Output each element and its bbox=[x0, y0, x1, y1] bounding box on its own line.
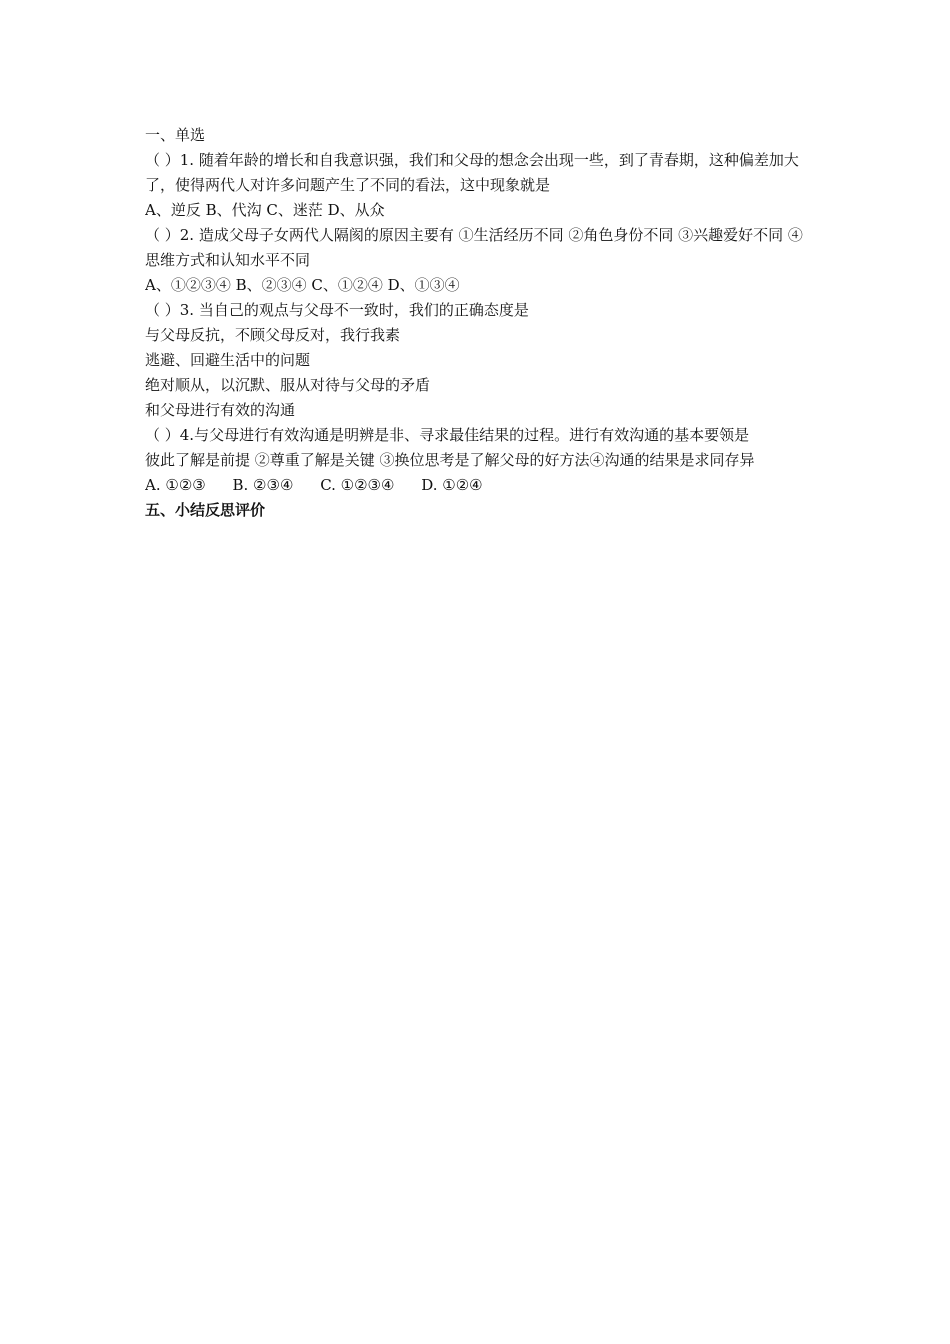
question-4-option-c: C. ①②③④ bbox=[320, 476, 395, 494]
question-4-options bbox=[145, 473, 813, 498]
question-2-options: A、①②③④ B、②③④ C、①②④ D、①③④ bbox=[145, 276, 460, 294]
question-3-option: 与父母反抗，不顾父母反对，我行我素 bbox=[145, 326, 401, 344]
question-3-option: 绝对顺从，以沉默、服从对待与父母的矛盾 bbox=[145, 376, 431, 394]
question-4-text: （ ）4.与父母进行有效沟通是明辨是非、寻求最佳结果的过程。进行有效沟通的基本要领是 bbox=[145, 426, 750, 444]
question-1-options: A、逆反 B、代沟 C、迷茫 D、从众 bbox=[145, 201, 385, 219]
worksheet bbox=[145, 123, 813, 523]
section-5-heading: 五、小结反思评价 bbox=[145, 501, 266, 519]
question-4-option-d: D. ①②④ bbox=[421, 476, 483, 494]
question-3-option: 逃避、回避生活中的问题 bbox=[145, 351, 311, 369]
question-4-option-b: B. ②③④ bbox=[232, 476, 294, 494]
question-3-option: 和父母进行有效的沟通 bbox=[145, 401, 296, 419]
question-4-option-a: A. ①②③ bbox=[145, 476, 206, 494]
question-2-text: （ ）2. 造成父母子女两代人隔阂的原因主要有 ①生活经历不同 ②角色身份不同 ③兴趣爱好不同 ④思维方式和认知水平不同 bbox=[145, 226, 803, 269]
question-3-text: （ ）3. 当自己的观点与父母不一致时，我们的正确态度是 bbox=[145, 301, 529, 319]
question-1-text: （ ）1. 随着年龄的增长和自我意识强，我们和父母的想念会出现一些，到了青春期，这种偏差加大了，使得两代人对许多问题产生了不同的看法，这中现象就是 bbox=[145, 151, 799, 194]
section-heading: 一、单选 bbox=[145, 126, 206, 144]
question-4-statements: 彼此了解是前提 ②尊重了解是关键 ③换位思考是了解父母的好方法④沟通的结果是求同存异 bbox=[145, 451, 755, 469]
